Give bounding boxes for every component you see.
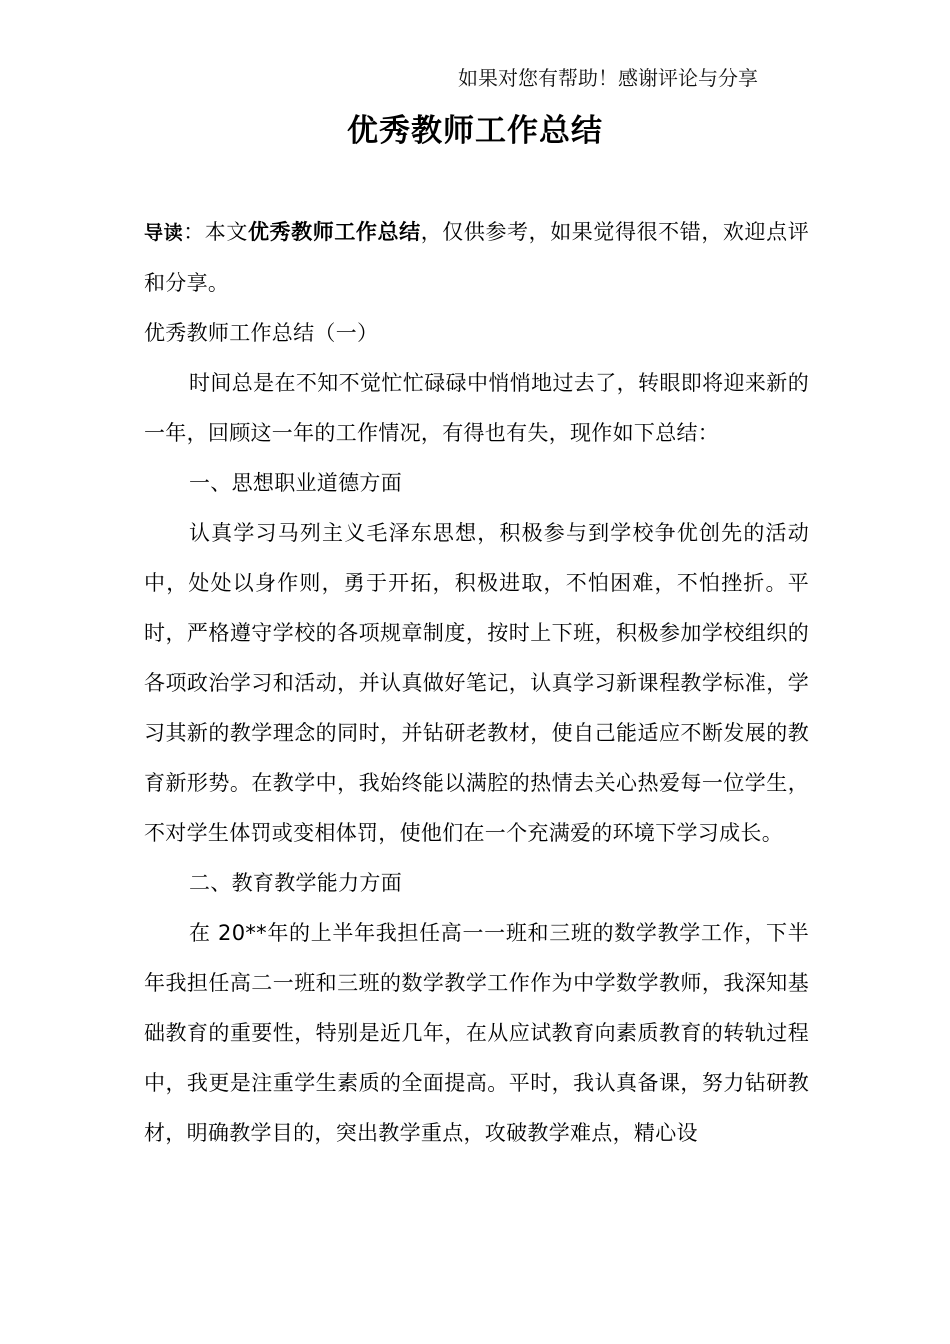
section-title: 优秀教师工作总结（一） [144,321,379,345]
intro-bold-title: 优秀教师工作总结 [247,220,421,244]
intro-label: 导读 [144,222,184,244]
intro-prefix: ：本文 [183,220,248,244]
document-title: 优秀教师工作总结 [347,113,603,149]
paragraph: 认真学习马列主义毛泽东思想，积极参与到学校争优创先的活动中，处处以身作则，勇于开拓，积极进取，不怕困难，不怕挫折。平时，严格遵守学校的各项规章制度，按时上下班，积极参加学校组织的各项政治学习和活动，并认真做好笔记，认真学习新课程教学标准，学习其新的教学理念的同时，并钻研老教材，使自己能适应不断发展的教育新形势。在教学中，我始终能以满腔的热情去关心热爱每一位学生，不对学生体罚或变相体罚，使他们在一个充满爱的环境下学习成长。 [144,521,809,845]
intro-paragraph [144,207,809,308]
header-note: 如果对您有帮助！感谢评论与分享 [458,66,758,90]
paragraph: 在 20**年的上半年我担任高一一班和三班的数学教学工作，下半年我担任高二一班和三班的数学教学工作作为中学数学教师，我深知基础教育的重要性，特别是近几年，在从应试教育向素质教育的转轨过程中，我更是注重学生素质的全面提高。平时，我认真备课，努力钻研教材，明确教学目的，突出教学重点，攻破教学难点，精心设 [144,921,809,1145]
document-body [144,207,809,1158]
intro-suffix: ，仅供参考，如果觉得很不错，欢迎点评和分享。 [144,220,809,295]
heading-teaching-ability: 二、教育教学能力方面 [189,871,402,895]
paragraph: 时间总是在不知不觉忙忙碌碌中悄悄地过去了，转眼即将迎来新的一年，回顾这一年的工作情况，有得也有失，现作如下总结： [144,371,809,445]
heading-morality: 一、思想职业道德方面 [189,471,402,495]
